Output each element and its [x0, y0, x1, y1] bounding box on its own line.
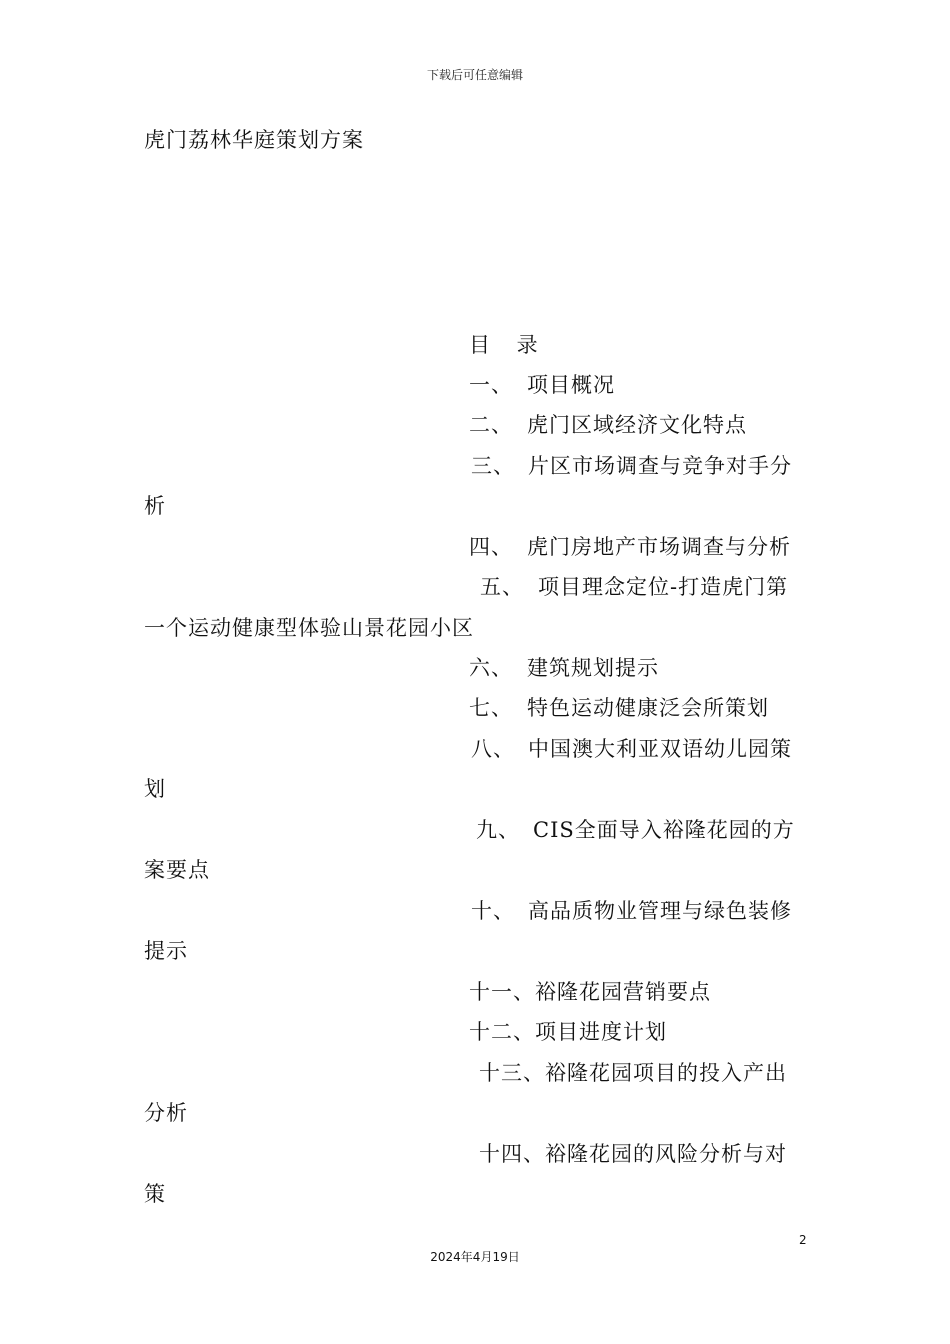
- toc-item-number: 九、: [476, 818, 520, 842]
- toc-item-continuation: 分析: [144, 1101, 188, 1125]
- toc-item-number: 十四、: [479, 1142, 545, 1166]
- toc-item-text: 特色运动健康泛会所策划: [527, 696, 769, 720]
- toc-item: [471, 895, 792, 925]
- toc-item-text: 建筑规划提示: [527, 656, 659, 680]
- toc-item-text: 项目概况: [527, 373, 615, 397]
- toc-item-number: 一、: [469, 373, 513, 397]
- toc-item-number: 十、: [471, 899, 515, 923]
- toc-item: [480, 571, 788, 601]
- toc-item: [469, 369, 615, 399]
- toc-item: [476, 814, 795, 844]
- toc-item-text: 片区市场调查与竞争对手分: [528, 454, 792, 478]
- toc-item-text: 裕隆花园营销要点: [535, 980, 711, 1004]
- toc-item: [479, 1057, 787, 1087]
- toc-item: [471, 450, 792, 480]
- toc-item-text: 裕隆花园项目的投入产出: [545, 1061, 787, 1085]
- toc-item: [469, 531, 791, 561]
- toc-item-number: 四、: [469, 535, 513, 559]
- toc-item-text: 虎门房地产市场调查与分析: [527, 535, 791, 559]
- toc-item: [469, 692, 769, 722]
- toc-item-text: 项目理念定位-打造虎门第: [538, 575, 789, 599]
- toc-item-text: 中国澳大利亚双语幼儿园策: [528, 737, 792, 761]
- page-header: 下载后可任意编辑: [426, 68, 523, 82]
- toc-item: [469, 976, 711, 1006]
- toc-item: [471, 733, 792, 763]
- toc-item-number: 十一、: [469, 980, 535, 1004]
- toc-item-number: 七、: [469, 696, 513, 720]
- toc-item-number: 三、: [471, 454, 515, 478]
- toc-item-number: 二、: [469, 413, 513, 437]
- toc-item-text: 高品质物业管理与绿色装修: [528, 899, 792, 923]
- toc-heading: 目 录: [469, 333, 548, 357]
- toc-item-continuation: 提示: [144, 939, 188, 963]
- toc-item-continuation: 案要点: [144, 858, 210, 882]
- footer-date: 2024年4月19日: [430, 1250, 520, 1264]
- toc-item-text: CIS全面导入裕隆花园的方: [533, 818, 795, 842]
- toc-item-text: 项目进度计划: [535, 1020, 667, 1044]
- toc-item-text: 裕隆花园的风险分析与对: [545, 1142, 787, 1166]
- toc-item-continuation: 划: [144, 777, 166, 801]
- toc-item-number: 十三、: [479, 1061, 545, 1085]
- toc-item-number: 五、: [480, 575, 524, 599]
- page-number: 2: [799, 1233, 807, 1247]
- toc-item-text: 虎门区域经济文化特点: [527, 413, 747, 437]
- toc-item-number: 十二、: [469, 1020, 535, 1044]
- toc-item: [469, 652, 659, 682]
- toc-item-number: 八、: [471, 737, 515, 761]
- toc-item-continuation: 策: [144, 1182, 166, 1206]
- toc-item-continuation: 一个运动健康型体验山景花园小区: [144, 616, 474, 640]
- toc-item: [469, 409, 747, 439]
- toc-item: [469, 1016, 667, 1046]
- toc-item: [479, 1138, 787, 1168]
- document-title: 虎门荔林华庭策划方案: [144, 128, 364, 152]
- toc-item-number: 六、: [469, 656, 513, 680]
- toc-item-continuation: 析: [144, 494, 166, 518]
